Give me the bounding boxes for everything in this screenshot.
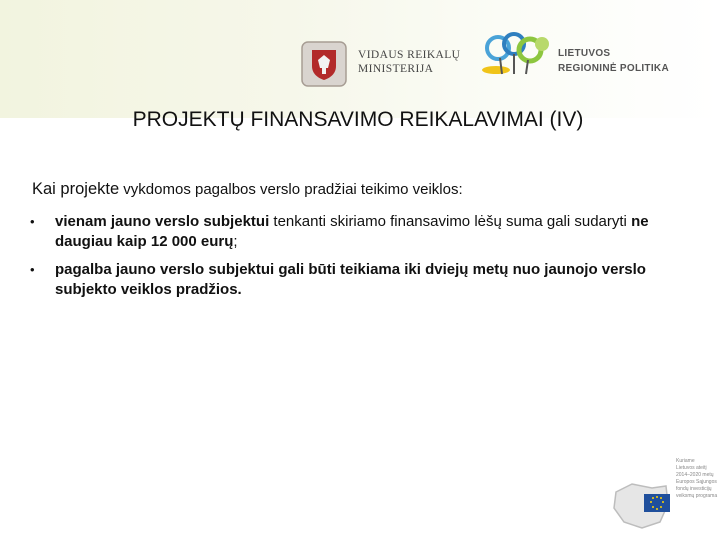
bullet-bold-1: vienam jauno verslo subjektui [55, 213, 270, 230]
slide-title: PROJEKTŲ FINANSAVIMO REIKALAVIMAI (IV) [132, 108, 584, 131]
ministry-name [358, 48, 460, 76]
footer-line: Lietuvos ateitį [676, 465, 707, 471]
bullet-bold-1: pagalba jauno verslo subjektui gali būti teikiama iki dviejų metų nuo jaunojo verslo subjekto veiklos pradžios. [55, 261, 646, 298]
ministry-line-2: MINISTERIJA [358, 63, 434, 75]
bullet-normal: tenkanti skiriamo finansavimo lėšų suma gali sudaryti [269, 213, 632, 230]
intro-paragraph [32, 180, 463, 199]
bullet-icon: • [30, 262, 35, 277]
footer-line: 2014–2020 metų [676, 472, 714, 478]
intro-rest: vykdomos pagalbos verslo pradžiai teikimo veiklos: [119, 181, 463, 198]
bullet-list [30, 212, 710, 308]
footer-line: Europos Sąjungos [676, 479, 717, 485]
ministry-logo [300, 40, 470, 88]
ministry-line-1: VIDAUS REIKALŲ [358, 49, 461, 61]
intro-lead: Kai projekte [32, 180, 120, 198]
bullet-icon: • [30, 214, 35, 229]
region-line-2: REGIONINĖ POLITIKA [558, 63, 669, 74]
eu-flag-map-icon [612, 478, 674, 538]
lithuanian-crest-icon [300, 40, 348, 88]
bullet-tail: ; [233, 233, 238, 250]
eu-funds-logo [612, 458, 720, 538]
region-line-1: LIETUVOS [558, 48, 611, 59]
regional-policy-name [558, 46, 669, 76]
footer-line: Kuriame [676, 458, 695, 464]
footer-line: veiksmų programa [676, 493, 718, 499]
footer-line: fondų investicijų [676, 486, 712, 492]
regional-policy-logo [480, 30, 680, 82]
list-item [30, 260, 710, 300]
list-item [30, 212, 710, 252]
eu-funds-text [676, 458, 720, 500]
bullet-bold-2: ne daugiau kaip 12 000 eurų [55, 213, 649, 250]
regional-policy-icon [480, 30, 556, 82]
